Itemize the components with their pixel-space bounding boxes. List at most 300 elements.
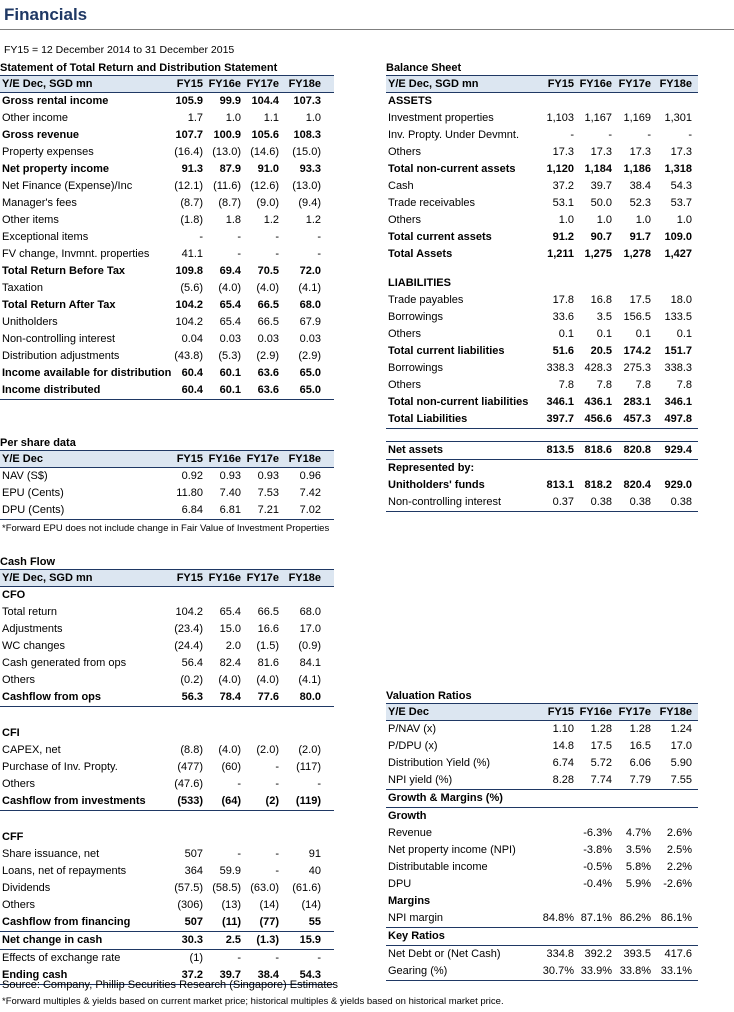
row-value: 104.4 bbox=[251, 95, 279, 107]
assets-row bbox=[386, 110, 698, 127]
row-value: 1.28 bbox=[629, 723, 651, 735]
row-value: 91.7 bbox=[629, 231, 651, 243]
assets-row bbox=[386, 246, 698, 263]
row-label: Investment properties bbox=[388, 112, 494, 124]
row-value: 86.1% bbox=[660, 912, 692, 924]
per-share-note: *Forward EPU does not include change in Fair Value of Investment Properties bbox=[2, 523, 330, 534]
row-value: 338.3 bbox=[546, 362, 574, 374]
row-label: Borrowings bbox=[388, 311, 444, 323]
per-share-row bbox=[0, 485, 334, 502]
valuation-row bbox=[386, 721, 698, 738]
cash-flow-group-title-label: CFI bbox=[2, 727, 20, 739]
row-value: 17.3 bbox=[670, 146, 692, 158]
row-value: 72.0 bbox=[299, 265, 321, 277]
row-value: 30.3 bbox=[181, 934, 203, 946]
cash-flow-group-title bbox=[0, 829, 334, 846]
row-value: (2.9) bbox=[256, 350, 279, 362]
row-value: - bbox=[275, 761, 279, 773]
row-value: 91.0 bbox=[257, 163, 279, 175]
row-value: 1.0 bbox=[596, 214, 612, 226]
row-label: Gearing (%) bbox=[388, 965, 448, 977]
row-value: - bbox=[317, 248, 321, 260]
row-value: 2.6% bbox=[666, 827, 692, 839]
row-value: 54.3 bbox=[299, 969, 321, 981]
row-value: 66.5 bbox=[257, 316, 279, 328]
row-value: 283.1 bbox=[623, 396, 651, 408]
row-value: 818.6 bbox=[584, 444, 612, 456]
row-value: 1,167 bbox=[584, 112, 612, 124]
row-value: 507 bbox=[184, 848, 203, 860]
row-label: Trade receivables bbox=[388, 197, 476, 209]
row-value: 55 bbox=[308, 916, 321, 928]
row-value: 70.5 bbox=[257, 265, 279, 277]
row-value: 107.3 bbox=[293, 95, 321, 107]
row-value: 818.2 bbox=[584, 479, 612, 491]
row-value: 52.3 bbox=[629, 197, 651, 209]
row-value: 1,318 bbox=[664, 163, 692, 175]
header-column: FY18e bbox=[659, 78, 692, 90]
row-value: 63.6 bbox=[257, 384, 279, 396]
row-value: 69.4 bbox=[219, 265, 241, 277]
row-value: 41.1 bbox=[181, 248, 203, 260]
header-label: Y/E Dec, SGD mn bbox=[388, 78, 479, 90]
assets-subheading-label: ASSETS bbox=[388, 95, 433, 107]
row-value: 100.9 bbox=[213, 129, 241, 141]
row-value: 33.9% bbox=[580, 965, 612, 977]
row-value: 1,275 bbox=[584, 248, 612, 260]
row-label: P/DPU (x) bbox=[388, 740, 438, 752]
row-label: Ending cash bbox=[2, 969, 68, 981]
row-value: -0.4% bbox=[583, 878, 612, 890]
row-value: 63.6 bbox=[257, 367, 279, 379]
equity-row bbox=[386, 441, 698, 460]
row-label: Taxation bbox=[2, 282, 43, 294]
header-column: FY17e bbox=[246, 572, 279, 584]
cash-flow-row bbox=[0, 638, 334, 655]
row-value: (1.3) bbox=[256, 934, 279, 946]
row-value: 91 bbox=[308, 848, 321, 860]
row-value: 7.8 bbox=[676, 379, 692, 391]
income-row bbox=[0, 331, 334, 348]
row-value: 68.0 bbox=[299, 299, 321, 311]
header-column: FY18e bbox=[288, 78, 321, 90]
row-value: - bbox=[275, 952, 279, 964]
row-value: 40 bbox=[308, 865, 321, 877]
row-label: Others bbox=[388, 328, 422, 340]
row-label: Adjustments bbox=[2, 623, 63, 635]
header-column: FY16e bbox=[208, 78, 241, 90]
margins-subheading-label: Margins bbox=[388, 895, 431, 907]
row-value: (2.0) bbox=[298, 744, 321, 756]
row-value: 0.1 bbox=[635, 328, 651, 340]
income-statement-title: Statement of Total Return and Distribution Statement bbox=[0, 62, 278, 74]
valuation-row bbox=[386, 738, 698, 755]
equity-row bbox=[386, 460, 698, 477]
income-row bbox=[0, 246, 334, 263]
row-value: 393.5 bbox=[623, 948, 651, 960]
row-label: Distributable income bbox=[388, 861, 488, 873]
row-value: 14.8 bbox=[552, 740, 574, 752]
row-value: 1,301 bbox=[664, 112, 692, 124]
row-label: Others bbox=[2, 674, 36, 686]
row-label: Manager's fees bbox=[2, 197, 77, 209]
row-value: 17.0 bbox=[670, 740, 692, 752]
key-ratios-heading-label: Key Ratios bbox=[388, 930, 445, 942]
row-value: 1.1 bbox=[263, 112, 279, 124]
row-value: (8.7) bbox=[218, 197, 241, 209]
row-label: Inv. Propty. Under Devmnt. bbox=[388, 129, 520, 141]
cash-flow-group-title-label: CFF bbox=[2, 831, 24, 843]
source-note: Source: Company, Phillip Securities Research (Singapore) Estimates bbox=[2, 979, 339, 991]
growth-row bbox=[386, 825, 698, 842]
row-value: 7.74 bbox=[590, 774, 612, 786]
row-value: 428.3 bbox=[584, 362, 612, 374]
income-row bbox=[0, 161, 334, 178]
cash-flow-row bbox=[0, 932, 334, 950]
row-value: 108.3 bbox=[293, 129, 321, 141]
row-label: Total return bbox=[2, 606, 58, 618]
row-label: Loans, net of repayments bbox=[2, 865, 127, 877]
row-value: 1.2 bbox=[305, 214, 321, 226]
income-header bbox=[0, 75, 334, 93]
row-label: Dividends bbox=[2, 882, 51, 894]
row-value: 1,186 bbox=[623, 163, 651, 175]
row-value: 17.3 bbox=[629, 146, 651, 158]
row-value: 820.8 bbox=[623, 444, 651, 456]
row-label: Non-controlling interest bbox=[388, 496, 502, 508]
row-label: Net property income (NPI) bbox=[388, 844, 516, 856]
row-value: 2.0 bbox=[225, 640, 241, 652]
row-value: 507 bbox=[184, 916, 203, 928]
row-value: (13.0) bbox=[292, 180, 321, 192]
income-row bbox=[0, 229, 334, 246]
row-value: 8.28 bbox=[552, 774, 574, 786]
spacer bbox=[386, 263, 698, 275]
row-value: 81.6 bbox=[257, 657, 279, 669]
row-value: (58.5) bbox=[212, 882, 241, 894]
row-label: Others bbox=[388, 146, 422, 158]
balance-sheet-title: Balance Sheet bbox=[386, 62, 462, 74]
row-label: Borrowings bbox=[388, 362, 444, 374]
row-value: (47.6) bbox=[174, 778, 203, 790]
row-value: 346.1 bbox=[546, 396, 574, 408]
row-value: 1.7 bbox=[187, 112, 203, 124]
row-value: 7.8 bbox=[596, 379, 612, 391]
row-label: Distribution Yield (%) bbox=[388, 757, 491, 769]
row-label: CAPEX, net bbox=[2, 744, 61, 756]
row-value: 51.6 bbox=[552, 345, 574, 357]
spacer bbox=[0, 811, 334, 829]
row-value: - bbox=[317, 778, 321, 790]
row-value: (16.4) bbox=[174, 146, 203, 158]
cash-flow-row bbox=[0, 672, 334, 689]
row-value: (4.0) bbox=[218, 282, 241, 294]
row-value: -0.5% bbox=[583, 861, 612, 873]
cash-flow-row bbox=[0, 950, 334, 967]
cash-flow-section bbox=[0, 555, 334, 985]
row-value: 0.38 bbox=[590, 496, 612, 508]
row-value: 60.1 bbox=[219, 367, 241, 379]
row-value: (2) bbox=[265, 795, 279, 807]
row-value: (13) bbox=[221, 899, 241, 911]
row-value: 1,278 bbox=[623, 248, 651, 260]
row-label: NPI yield (%) bbox=[388, 774, 453, 786]
row-value: 109.0 bbox=[664, 231, 692, 243]
cash-flow-row bbox=[0, 776, 334, 793]
row-value: 77.6 bbox=[257, 691, 279, 703]
row-label: Total current liabilities bbox=[388, 345, 505, 357]
row-value: 60.4 bbox=[181, 384, 203, 396]
row-value: - bbox=[275, 778, 279, 790]
title-divider bbox=[0, 29, 734, 30]
row-value: 275.3 bbox=[623, 362, 651, 374]
row-value: (15.0) bbox=[292, 146, 321, 158]
header-column: FY15 bbox=[176, 572, 203, 584]
row-value: 33.1% bbox=[660, 965, 692, 977]
row-value: (8.7) bbox=[180, 197, 203, 209]
row-label: Net Finance (Expense)/Inc bbox=[2, 180, 133, 192]
row-label: Cash generated from ops bbox=[2, 657, 127, 669]
row-value: (60) bbox=[221, 761, 241, 773]
row-value: 30.7% bbox=[542, 965, 574, 977]
row-value: 0.1 bbox=[558, 328, 574, 340]
row-label: Total Liabilities bbox=[388, 413, 468, 425]
row-value: - bbox=[608, 129, 612, 141]
row-value: - bbox=[237, 952, 241, 964]
row-value: 68.0 bbox=[299, 606, 321, 618]
row-value: 7.40 bbox=[219, 487, 241, 499]
row-value: 56.4 bbox=[181, 657, 203, 669]
row-value: 38.4 bbox=[629, 180, 651, 192]
row-value: -6.3% bbox=[583, 827, 612, 839]
row-value: 87.9 bbox=[219, 163, 241, 175]
row-value: 67.9 bbox=[299, 316, 321, 328]
row-value: 3.5 bbox=[596, 311, 612, 323]
income-row bbox=[0, 297, 334, 314]
liabilities-subheading-label: LIABILITIES bbox=[388, 277, 451, 289]
row-value: 17.5 bbox=[590, 740, 612, 752]
row-value: 0.92 bbox=[181, 470, 203, 482]
row-value: 6.81 bbox=[219, 504, 241, 516]
row-label: DPU bbox=[388, 878, 412, 890]
row-value: 53.1 bbox=[552, 197, 574, 209]
cash-flow-row bbox=[0, 793, 334, 811]
row-value: -3.8% bbox=[583, 844, 612, 856]
row-value: 86.2% bbox=[619, 912, 651, 924]
row-label: Total Assets bbox=[388, 248, 453, 260]
assets-row bbox=[386, 161, 698, 178]
row-value: (43.8) bbox=[174, 350, 203, 362]
header-column: FY15 bbox=[547, 706, 574, 718]
row-value: 1.24 bbox=[670, 723, 692, 735]
key-ratios-heading bbox=[386, 928, 698, 946]
row-value: (1) bbox=[189, 952, 203, 964]
income-row bbox=[0, 195, 334, 212]
header-column: FY15 bbox=[547, 78, 574, 90]
income-row bbox=[0, 348, 334, 365]
valuation-header bbox=[386, 703, 698, 721]
row-label: EPU (Cents) bbox=[2, 487, 64, 499]
income-row bbox=[0, 382, 334, 400]
row-value: (64) bbox=[221, 795, 241, 807]
row-value: 109.8 bbox=[175, 265, 203, 277]
row-label: Net assets bbox=[388, 444, 444, 456]
row-value: 7.8 bbox=[635, 379, 651, 391]
row-value: 5.72 bbox=[590, 757, 612, 769]
row-label: Cash bbox=[388, 180, 414, 192]
row-value: 39.7 bbox=[219, 969, 241, 981]
row-value: 1.0 bbox=[305, 112, 321, 124]
valuation-section bbox=[386, 689, 698, 981]
per-share-header bbox=[0, 450, 334, 468]
row-value: (4.0) bbox=[218, 744, 241, 756]
row-label: Gross revenue bbox=[2, 129, 80, 141]
row-value: 2.5% bbox=[666, 844, 692, 856]
row-value: 33.8% bbox=[619, 965, 651, 977]
header-column: FY16e bbox=[579, 706, 612, 718]
row-label: Trade payables bbox=[388, 294, 464, 306]
income-statement-section bbox=[0, 61, 334, 400]
row-value: - bbox=[199, 231, 203, 243]
row-value: (9.4) bbox=[298, 197, 321, 209]
cash-flow-row bbox=[0, 914, 334, 932]
margins-row bbox=[386, 910, 698, 928]
row-value: 338.3 bbox=[664, 362, 692, 374]
row-value: 0.93 bbox=[257, 470, 279, 482]
row-value: 156.5 bbox=[623, 311, 651, 323]
header-column: FY17e bbox=[246, 78, 279, 90]
row-label: Net property income bbox=[2, 163, 109, 175]
row-label: Net Debt or (Net Cash) bbox=[388, 948, 501, 960]
row-value: 105.9 bbox=[175, 95, 203, 107]
row-value: - bbox=[275, 865, 279, 877]
growth-row bbox=[386, 859, 698, 876]
row-value: 1.2 bbox=[263, 214, 279, 226]
key-ratio-row bbox=[386, 946, 698, 963]
row-value: 65.4 bbox=[219, 299, 241, 311]
row-value: 3.5% bbox=[625, 844, 651, 856]
fiscal-year-note: FY15 = 12 December 2014 to 31 December 2015 bbox=[4, 44, 235, 56]
row-value: 929.0 bbox=[664, 479, 692, 491]
row-value: 813.1 bbox=[546, 479, 574, 491]
header-column: FY16e bbox=[208, 572, 241, 584]
row-label: Distribution adjustments bbox=[2, 350, 120, 362]
row-value: 59.9 bbox=[219, 865, 241, 877]
row-value: 78.4 bbox=[219, 691, 241, 703]
header-label: Y/E Dec bbox=[2, 453, 43, 465]
row-value: 1.0 bbox=[225, 112, 241, 124]
row-value: (24.4) bbox=[174, 640, 203, 652]
row-value: 5.8% bbox=[625, 861, 651, 873]
row-value: 1,211 bbox=[547, 248, 574, 260]
row-value: 6.84 bbox=[181, 504, 203, 516]
valuation-row bbox=[386, 755, 698, 772]
liabilities-subheading bbox=[386, 275, 698, 292]
cash-flow-group-title bbox=[0, 587, 334, 604]
row-value: 60.1 bbox=[219, 384, 241, 396]
header-column: FY16e bbox=[579, 78, 612, 90]
row-value: (2.9) bbox=[298, 350, 321, 362]
row-value: - bbox=[275, 231, 279, 243]
row-label: Other income bbox=[2, 112, 69, 124]
row-value: 66.5 bbox=[257, 606, 279, 618]
row-value: 50.0 bbox=[590, 197, 612, 209]
row-value: 7.02 bbox=[299, 504, 321, 516]
row-value: 0.03 bbox=[257, 333, 279, 345]
footnote: *Forward multiples & yields based on current market price; historical multiples & yields based on historical market price. bbox=[2, 996, 504, 1007]
row-value: 84.1 bbox=[299, 657, 321, 669]
liabilities-row bbox=[386, 326, 698, 343]
liabilities-row bbox=[386, 377, 698, 394]
income-row bbox=[0, 212, 334, 229]
row-value: 7.55 bbox=[670, 774, 692, 786]
row-value: 7.79 bbox=[629, 774, 651, 786]
row-value: (0.9) bbox=[298, 640, 321, 652]
cash-flow-row bbox=[0, 863, 334, 880]
key-ratio-row bbox=[386, 963, 698, 981]
row-label: Others bbox=[2, 899, 36, 911]
row-value: 820.4 bbox=[623, 479, 651, 491]
row-value: 1.0 bbox=[676, 214, 692, 226]
header-label: Y/E Dec, SGD mn bbox=[2, 572, 93, 584]
row-label: Unitholders bbox=[2, 316, 58, 328]
income-row bbox=[0, 110, 334, 127]
header-column: FY18e bbox=[288, 572, 321, 584]
row-value: 392.2 bbox=[584, 948, 612, 960]
row-value: 99.9 bbox=[219, 95, 241, 107]
row-value: 0.37 bbox=[552, 496, 574, 508]
row-value: (117) bbox=[296, 761, 321, 773]
liabilities-row bbox=[386, 343, 698, 360]
row-value: 20.5 bbox=[590, 345, 612, 357]
cash-flow-row bbox=[0, 880, 334, 897]
balance-sheet-header bbox=[386, 75, 698, 93]
header-column: FY17e bbox=[618, 78, 651, 90]
row-label: NPI margin bbox=[388, 912, 444, 924]
assets-row bbox=[386, 212, 698, 229]
row-value: 0.38 bbox=[629, 496, 651, 508]
row-value: 334.8 bbox=[546, 948, 574, 960]
row-label: Exceptional items bbox=[2, 231, 89, 243]
cash-flow-row bbox=[0, 621, 334, 638]
row-value: 1.0 bbox=[635, 214, 651, 226]
row-label: Income available for distribution bbox=[2, 367, 172, 379]
income-row bbox=[0, 314, 334, 331]
row-label: Net change in cash bbox=[2, 934, 103, 946]
row-value: 90.7 bbox=[590, 231, 612, 243]
equity-row bbox=[386, 477, 698, 494]
row-value: 1,169 bbox=[623, 112, 651, 124]
valuation-title: Valuation Ratios bbox=[386, 690, 472, 702]
row-value: 15.0 bbox=[219, 623, 241, 635]
growth-subheading bbox=[386, 808, 698, 825]
assets-row bbox=[386, 229, 698, 246]
row-label: Total non-current assets bbox=[388, 163, 516, 175]
row-label: Total non-current liabilities bbox=[388, 396, 529, 408]
row-value: 0.03 bbox=[219, 333, 241, 345]
row-value: 17.3 bbox=[590, 146, 612, 158]
row-value: 91.3 bbox=[181, 163, 203, 175]
row-value: 6.74 bbox=[552, 757, 574, 769]
income-row bbox=[0, 365, 334, 382]
row-value: 174.2 bbox=[623, 345, 651, 357]
row-value: 7.42 bbox=[299, 487, 321, 499]
row-value: (12.1) bbox=[174, 180, 203, 192]
per-share-title: Per share data bbox=[0, 437, 76, 449]
row-label: Total Return Before Tax bbox=[2, 265, 126, 277]
row-value: 417.6 bbox=[664, 948, 692, 960]
growth-row bbox=[386, 876, 698, 893]
